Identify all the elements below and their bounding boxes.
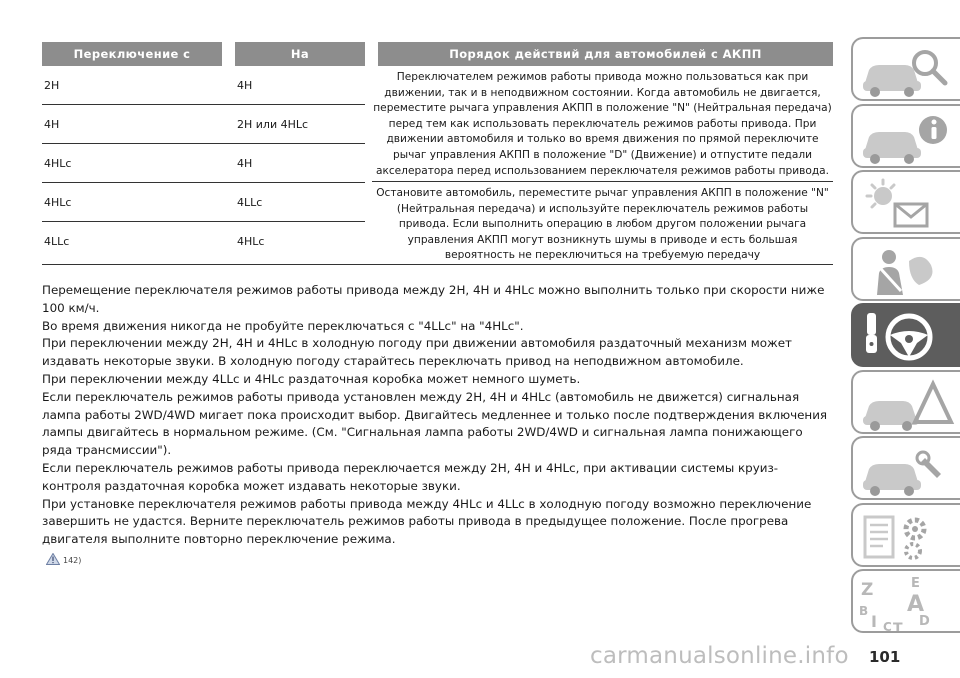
specifications-gear-icon (853, 505, 960, 567)
svg-text:I: I (871, 612, 877, 631)
procedure-text-1: Переключателем режимов работы привода можно пользоваться как при движении, так и в неподвижном состоянии. Когда автомобиль не двигается, переместите рычага управления АКПП в положение "N" (Нейтральная передача) перед тем как использовать переключатель режимов работы привода. При движении автомобиля и только во время движения по прямой переключите рычаг управления АКПП в положение "D" (Движение) и отпустите педали акселератора перед использованием переключателя режимов работы привода. (372, 66, 833, 182)
alphabetical-index-icon (853, 571, 960, 633)
header-to: На (235, 42, 365, 66)
svg-text:T: T (893, 621, 903, 635)
cell-from: 4HLc (44, 156, 72, 170)
table-row (42, 144, 365, 183)
car-info-icon (853, 106, 960, 168)
cell-to: 4LLc (237, 195, 263, 209)
cell-to: 4H (237, 78, 253, 92)
paragraph: Перемещение переключателя режимов работы привода между 2H, 4H и 4HLc можно выполнить только при скорости ниже 100 км/ч. (42, 283, 825, 315)
svg-text:E: E (911, 576, 920, 591)
table-body (42, 66, 833, 265)
cell-from: 4H (44, 117, 60, 131)
seatbelt-airbag-icon (853, 239, 960, 301)
procedure-column (365, 66, 833, 264)
drive-mode-table (42, 42, 833, 265)
chapter-tab-specifications[interactable] (851, 503, 960, 567)
cell-from: 4LLc (44, 235, 70, 248)
paragraph: Во время движения никогда не пробуйте переключаться с "4LLc" на "4HLc". (42, 318, 524, 333)
chapter-tab-warning-lights[interactable] (851, 170, 960, 234)
table-row (42, 66, 365, 105)
watermark: carmanualsonline.info (590, 643, 849, 669)
chapter-tab-emergency[interactable] (851, 370, 960, 434)
chapter-tab-dashboard[interactable] (851, 37, 960, 101)
header-from: Переключение с (42, 42, 222, 66)
page-number: 101 (869, 648, 901, 666)
table-header (42, 42, 833, 66)
paragraph: Если переключатель режимов работы привода установлен между 2H, 4H и 4HLc (автомобиль не движется) сигнальная лампа работы 2WD/4WD мигает пока происходит выбор. Двигайтесь медленнее и только после подтверждения включения лампы двигайтесь в нормальном режиме. (См. "Сигнальная лампа работы 2WD/4WD и сигнальная лампа понижающего ряда трансмиссии"). (42, 389, 828, 458)
shift-rows (42, 66, 365, 264)
svg-text:C: C (883, 620, 892, 634)
chapter-tab-safety[interactable] (851, 237, 960, 301)
chapter-tab-maintenance[interactable] (851, 436, 960, 500)
svg-text:Z: Z (861, 580, 874, 600)
svg-text:B: B (859, 604, 869, 618)
header-procedure: Порядок действий для автомобилей с АКПП (378, 42, 833, 66)
cell-to: 2H или 4HLc (237, 117, 309, 131)
chapter-tab-index[interactable] (851, 569, 960, 633)
cell-from: 4HLc (44, 195, 72, 209)
cell-from: 2H (44, 78, 60, 92)
cell-to: 4HLc (237, 235, 265, 248)
procedure-text-2: Остановите автомобиль, переместите рычаг управления АКПП в положение "N" (Нейтральная передача) и используйте переключатель режимов работы привода. Если выполнить операцию в любом другом положении рычага управления АКПП могут возникнуть шумы в приводе и есть большая вероятность не переключиться на требуемую передачу (376, 187, 829, 262)
table-row (42, 222, 365, 261)
table-row (42, 183, 365, 222)
svg-text:D: D (919, 614, 930, 629)
warning-triangle-icon (46, 553, 60, 565)
paragraph: При переключении между 4LLc и 4HLc раздаточная коробка может немного шуметь. (42, 371, 581, 386)
note-reference: 142) (63, 556, 82, 565)
paragraph: Если переключатель режимов работы привода переключается между 2H, 4H и 4HLc, при активации системы круиз-контроля раздаточная коробка может издавать некоторые звуки. (42, 460, 779, 493)
warning-note (46, 553, 81, 565)
breakdown-triangle-icon (853, 372, 960, 434)
svg-text:A: A (907, 592, 925, 617)
car-maintenance-icon (853, 438, 960, 500)
cell-to: 4H (237, 156, 253, 170)
body-text (42, 282, 835, 549)
car-magnifier-icon (853, 39, 960, 101)
chapter-tab-info[interactable] (851, 104, 960, 168)
paragraph: При переключении между 2H, 4H и 4HLc в холодную погоду при движении автомобиля раздаточный механизм может издавать некоторые звуки. В холодную погоду старайтесь переключать привод на неподвижном автомобиле. (42, 336, 792, 369)
key-steering-wheel-icon (853, 305, 960, 367)
chapter-tabs (851, 37, 960, 636)
warning-light-envelope-icon (853, 172, 960, 234)
paragraph: При установке переключателя режимов работы привода между 4HLc и 4LLc в холодную погоду возможно переключение завершить не удастся. Верните переключатель режимов работы привода в предыдущее положение. После прогрева двигателя выполните повторно переключение режима. (42, 496, 812, 547)
table-row (42, 105, 365, 144)
chapter-tab-starting-driving[interactable] (851, 303, 960, 367)
